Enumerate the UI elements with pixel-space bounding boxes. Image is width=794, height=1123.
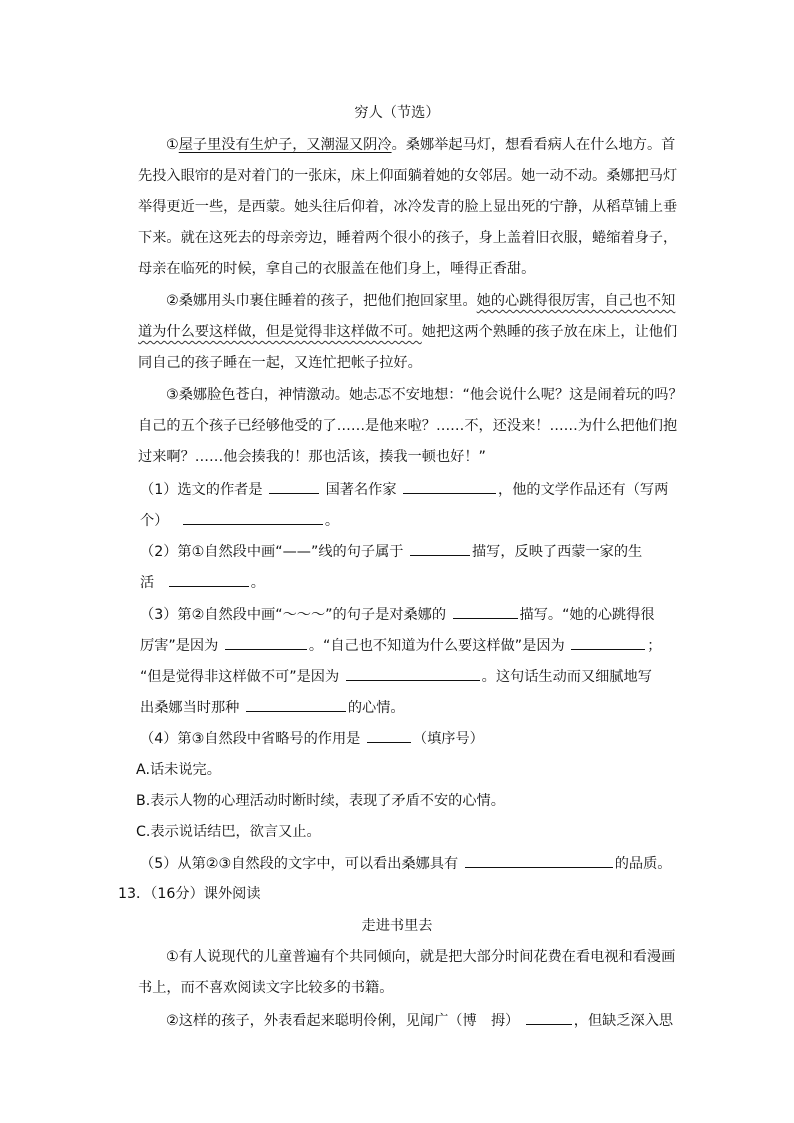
answer-blank[interactable] — [346, 666, 480, 681]
p1-line1-rest: 。桑娜举起马灯，想看看病人在什么地方。首 — [391, 137, 676, 153]
p2-line2 — [138, 322, 677, 342]
q3-text-a: （3）第②自然段中画“～～～”的句子是对桑娜的 — [140, 607, 447, 623]
question-3-line3 — [140, 666, 652, 687]
s13-p2-line1 — [166, 1010, 673, 1031]
q3-line4-b: 的心情。 — [347, 700, 405, 716]
q3-line2-end: ； — [647, 638, 662, 654]
answer-blank[interactable] — [183, 510, 323, 525]
p3-line1: ③桑娜脸色苍白，神情激动。她忐忑不安地想：“他会说什么呢？这是闹着玩的吗？ — [166, 387, 683, 403]
question-3-line2 — [140, 635, 661, 656]
underlined-sentence: 屋子里没有生炉子，又潮湿又阴冷 — [178, 137, 392, 153]
question-3 — [140, 604, 655, 625]
s13-p1-line2: 书上，而不喜欢阅读文字比较多的书籍。 — [138, 980, 394, 996]
q3-line4-a: 出桑娜当时那种 — [140, 700, 240, 716]
answer-blank[interactable] — [169, 572, 249, 587]
answer-blank[interactable] — [367, 728, 411, 743]
q4-option-a: A.话未说完。 — [136, 762, 221, 778]
q5-text-b: 的品质。 — [614, 856, 672, 872]
s13-p2-b: ，但缺乏深入思 — [573, 1013, 674, 1029]
p1-line3: 举得更近一些，是西蒙。她头往后仰着，冰冷发青的脸上显出死的宁静，从稻草铺上垂 — [138, 199, 678, 215]
q1-text-c: ，他的文学作品还有（写两 — [498, 482, 669, 498]
p1-line5: 母亲在临死的时候，拿自己的衣服盖在他们身上，唾得正香甜。 — [138, 261, 536, 277]
p3-line2: 自己的五个孩子已经够他受的了……是他来啦？……不，还没来！……为什么把他们抱 — [138, 418, 678, 434]
wavy-sentence-part2: 道为什么要这样做，但是觉得非这样做不可。 — [138, 324, 422, 340]
p2-line1-a: ②桑娜用头巾裹住睡着的孩子，把他们抱回家里。 — [166, 293, 477, 309]
answer-blank[interactable] — [225, 635, 307, 650]
answer-blank[interactable] — [269, 479, 319, 494]
question-1-line2 — [140, 510, 339, 531]
q2-text-a: （2）第①自然段中画“——”线的句子属于 — [140, 544, 404, 560]
question-3-line4 — [140, 697, 405, 718]
q3-text-b: 描写。“她的心跳得很 — [519, 607, 655, 623]
q4-stem-a: （4）第③自然段中省略号的作用是 — [140, 731, 361, 747]
wavy-sentence-part1: 她的心跳得很厉害，自己也不知 — [476, 293, 676, 309]
q2-end: 。 — [250, 575, 265, 591]
p2-line3: 同自己的孩子睡在一起，又连忙把帐子拉好。 — [138, 355, 422, 371]
question-2 — [140, 541, 642, 562]
answer-blank[interactable] — [453, 604, 518, 619]
q2-text-b: 描写，反映了西蒙一家的生 — [471, 544, 643, 560]
passage-title: 穷人（节选） — [354, 105, 440, 121]
answer-blank[interactable] — [465, 853, 613, 868]
q1-line2-text: 个） — [140, 513, 169, 529]
q2-line2-text: 活 — [140, 575, 155, 591]
p2-line1 — [166, 291, 675, 311]
answer-blank[interactable] — [403, 479, 496, 494]
s13-p1-line1: ①有人说现代的儿童普遍有个共同倾向，就是把大部分时间花费在看电视和看漫画 — [166, 949, 676, 965]
answer-blank[interactable] — [526, 1010, 572, 1025]
p3-line3: 过来啊？……他会揍我的！那也活该，揍我一顿也好！” — [138, 449, 486, 465]
section-13-heading: 13．（16分）课外阅读 — [118, 886, 261, 902]
q3-line3-b: 。这句话生动而又细腻地写 — [481, 669, 652, 685]
q4-stem-b: （填序号） — [412, 731, 484, 747]
answer-blank[interactable] — [410, 541, 470, 556]
answer-blank[interactable] — [571, 635, 645, 650]
q4-option-c: C.表示说话结巴，欲言又止。 — [136, 824, 321, 840]
q1-end: 。 — [324, 513, 340, 529]
q3-line2-b: 。“自己也不知道为什么要这样做”是因为 — [308, 638, 565, 654]
p2-line2-rest: 她把这两个熟睡的孩子放在床上，让他们 — [421, 324, 678, 340]
question-1 — [140, 479, 668, 500]
section-13-title: 走进书里去 — [361, 918, 433, 934]
q3-line2-a: 厉害”是因为 — [140, 638, 219, 654]
question-2-line2 — [140, 572, 265, 593]
answer-blank[interactable] — [246, 697, 346, 712]
q5-text-a: （5）从第②③自然段的文字中，可以看出桑娜具有 — [140, 856, 459, 872]
q1-text-b: 国著名作家 — [325, 482, 397, 498]
p1-line1 — [166, 135, 675, 155]
p1-line4: 下来。就在这死去的母亲旁边，睡着两个很小的孩子，身上盖着旧衣服，蜷缩着身子， — [138, 230, 678, 246]
s13-p2-a: ②这样的孩子，外表看起来聪明伶俐，见闻广（博 拇） — [166, 1013, 520, 1029]
q3-line3-a: “但是觉得非这样做不可”是因为 — [140, 669, 340, 685]
p1-marker: ① — [166, 137, 179, 153]
q4-option-b: B.表示人物的心理活动时断时续，表现了矛盾不安的心情。 — [136, 793, 505, 809]
question-5 — [140, 853, 672, 874]
p1-line2: 先投入眼帘的是对着门的一张床，床上仰面躺着她的女邻居。她一动不动。桑娜把马灯 — [138, 168, 678, 184]
question-4 — [140, 728, 484, 749]
q1-text-a: （1）选文的作者是 — [140, 482, 263, 498]
